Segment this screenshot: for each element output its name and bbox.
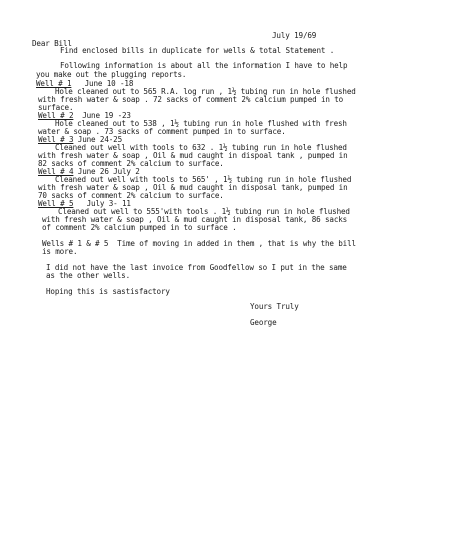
salutation: Dear Bill xyxy=(32,39,72,48)
signature-name: George xyxy=(250,318,277,327)
well-detail-line: with fresh water & soap , Oil & mud caught in dispoal tank , pumped in xyxy=(38,151,348,160)
well-detail-line: with fresh water & soap . 72 sacks of comment 2% calcium pumped in to xyxy=(38,95,344,104)
paragraph-line: as the other wells. xyxy=(46,271,131,280)
well-detail-line: surface. xyxy=(38,103,74,112)
well-heading: Well # 5 July 3- 11 xyxy=(38,199,131,208)
well-detail-line: Hole cleaned out to 538 , 1½ tubing run in hole flushed with fresh xyxy=(55,119,347,128)
closing-remark: Hoping this is sastisfactory xyxy=(46,287,170,296)
valediction: Yours Truly xyxy=(250,302,299,311)
well-detail-line: Cleaned out well with tools to 632 . 1½ tubing run in hole flushed xyxy=(55,143,347,152)
well-detail-line: with fresh water & soap , Oil & mud caught in disposal tank, pumped in xyxy=(38,183,348,192)
intro-line: Find enclosed bills in duplicate for wells & total Statement . xyxy=(60,46,335,55)
well-detail-line: Cleaned out well to 555'with tools . 1½ tubing run in hole flushed xyxy=(58,207,350,216)
letter-date: July 19/69 xyxy=(272,31,317,40)
well-heading: Well # 2 June 19 -23 xyxy=(38,111,131,120)
well-detail-line: 82 sacks of comment 2% calcium to surface. xyxy=(38,159,224,168)
paragraph-line: is more. xyxy=(42,247,78,256)
well-detail-line: Hole cleaned out to 565 R.A. log run , 1½ tubing run in hole flushed xyxy=(55,87,356,96)
well-detail-line: Cleaned out well with tools to 565' , 1½ tubing run in hole flushed xyxy=(55,175,352,184)
paragraph-line: Following information is about all the information I have to help xyxy=(60,61,348,70)
well-detail-line: with fresh water & soap , Oil & mud caught in disposal tank, 86 sacks xyxy=(42,215,348,224)
paragraph-line: I did not have the last invoice from Goodfellow so I put in the same xyxy=(46,263,347,272)
well-heading: Well # 3 June 24-25 xyxy=(38,135,123,144)
paragraph-line: Wells # 1 & # 5 Time of moving in added in them , that is why the bill xyxy=(42,239,356,248)
well-detail-line: water & soap . 73 sacks of comment pumped in to surface. xyxy=(38,127,286,136)
well-detail-line: 70 sacks of comment 2% calcium to surface. xyxy=(38,191,224,200)
well-detail-line: of comment 2% calcium pumped in to surface . xyxy=(42,223,237,232)
paragraph-line: you make out the plugging reports. xyxy=(36,70,187,79)
well-heading: Well # 4 June 26 July 2 xyxy=(38,167,140,176)
well-heading: Well # 1 June 10 -18 xyxy=(36,79,134,88)
